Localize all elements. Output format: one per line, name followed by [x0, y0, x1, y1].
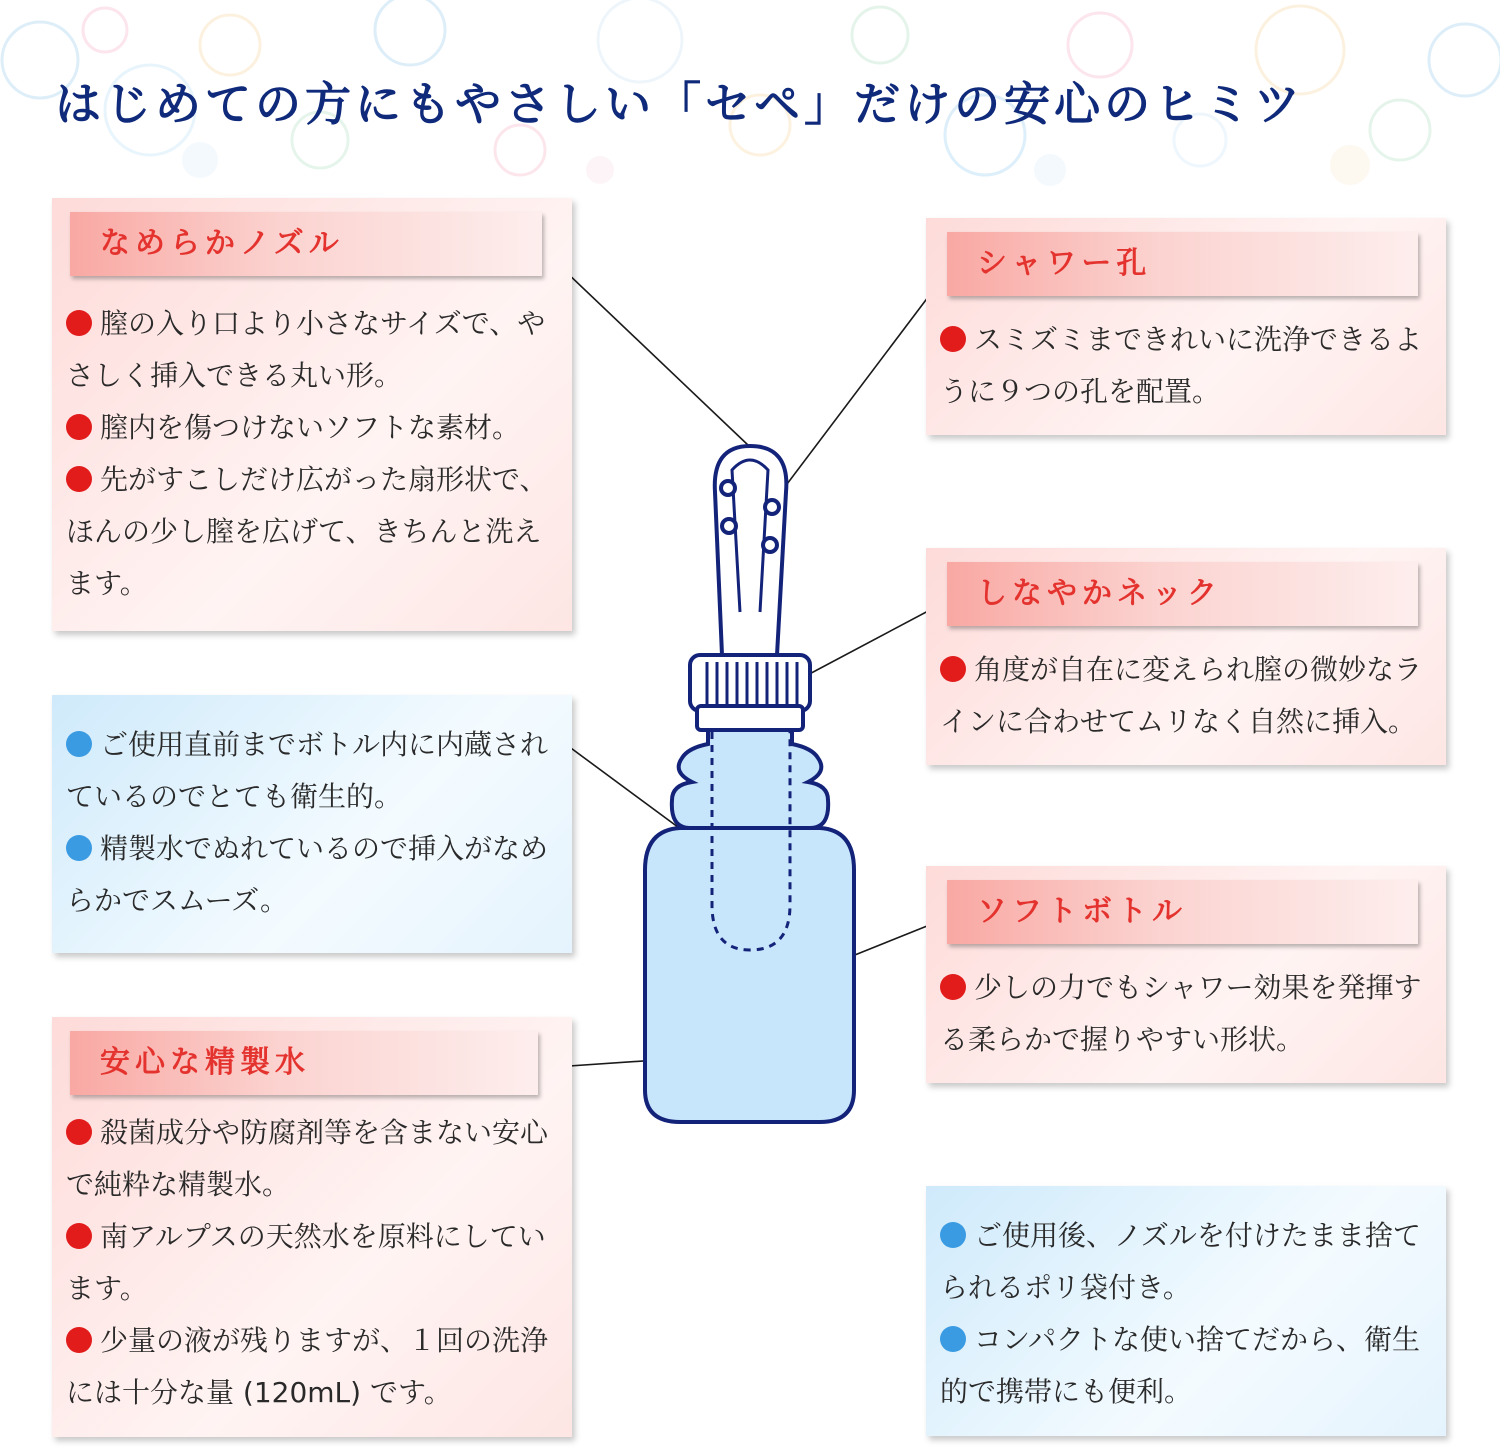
card-body-nozzle	[66, 298, 558, 610]
card-stored	[52, 695, 572, 953]
list-item: ご使用直前までボトル内に内蔵されているのでとても衛生的。	[66, 728, 549, 813]
card-body-water	[66, 1107, 558, 1419]
red-bullet-icon	[66, 1119, 92, 1145]
blue-bullet-icon	[940, 1326, 966, 1352]
list-item: 少しの力でもシャワー効果を発揮する柔らかで握りやすい形状。	[940, 971, 1422, 1056]
list-item: 先がすこしだけ広がった扇形状で、ほんの少し膣を広げて、きちんと洗えます。	[66, 463, 548, 600]
blue-bullet-icon	[66, 835, 92, 861]
card-neck	[926, 548, 1446, 765]
card-heading-water: 安心な精製水	[70, 1031, 538, 1095]
list-item: 膣内を傷つけないソフトな素材。	[66, 402, 558, 454]
red-bullet-icon	[940, 974, 966, 1000]
card-body-disposal	[940, 1210, 1432, 1418]
blue-bullet-icon	[66, 731, 92, 757]
list-item: ご使用後、ノズルを付けたまま捨てられるポリ袋付き。	[940, 1219, 1421, 1304]
list-item: 膣の入り口より小さなサイズで、やさしく挿入できる丸い形。	[66, 307, 546, 392]
red-bullet-icon	[66, 466, 92, 492]
card-heading-shower: シャワー孔	[947, 232, 1418, 296]
list-item: スミズミまできれいに洗浄できるように９つの孔を配置。	[940, 323, 1423, 408]
red-bullet-icon	[66, 1223, 92, 1249]
leader-line-neck	[800, 601, 947, 679]
list-item: 精製水でぬれているので挿入がなめらかでスムーズ。	[66, 832, 549, 917]
card-disposal	[926, 1186, 1446, 1436]
card-body-neck	[940, 644, 1432, 748]
leader-line-nozzle	[543, 250, 749, 446]
card-nozzle	[52, 198, 572, 631]
card-heading-nozzle: なめらかノズル	[70, 212, 542, 276]
list-item: 南アルプスの天然水を原料にしています。	[66, 1220, 546, 1305]
leader-line-shower	[778, 272, 947, 496]
list-item: コンパクトな使い捨てだから、衛生的で携帯にも便利。	[940, 1323, 1421, 1408]
blue-bullet-icon	[940, 1222, 966, 1248]
card-body-bottle	[940, 962, 1432, 1066]
bottle-icon	[645, 728, 854, 1122]
page-title: はじめての方にもやさしい「セペ」だけの安心のヒミツ	[55, 77, 1305, 131]
card-body-stored	[66, 719, 558, 927]
red-bullet-icon	[940, 326, 966, 352]
list-item: 角度が自在に変えられ膣の微妙なラインに合わせてムリなく自然に挿入。	[940, 653, 1423, 738]
card-water	[52, 1017, 572, 1437]
list-item: 少量の液が残りますが、１回の洗浄には十分な量 (120mL) です。	[66, 1324, 549, 1409]
red-bullet-icon	[66, 1327, 92, 1353]
red-bullet-icon	[66, 414, 92, 440]
nozzle-icon	[715, 446, 787, 655]
card-body-shower	[940, 314, 1432, 418]
card-bottle	[926, 866, 1446, 1083]
red-bullet-icon	[66, 310, 92, 336]
card-shower	[926, 218, 1446, 435]
red-bullet-icon	[940, 656, 966, 682]
card-heading-bottle: ソフトボトル	[947, 880, 1418, 944]
list-item: 殺菌成分や防腐剤等を含まない安心で純粋な精製水。	[66, 1116, 549, 1201]
card-heading-neck: しなやかネック	[947, 562, 1418, 626]
